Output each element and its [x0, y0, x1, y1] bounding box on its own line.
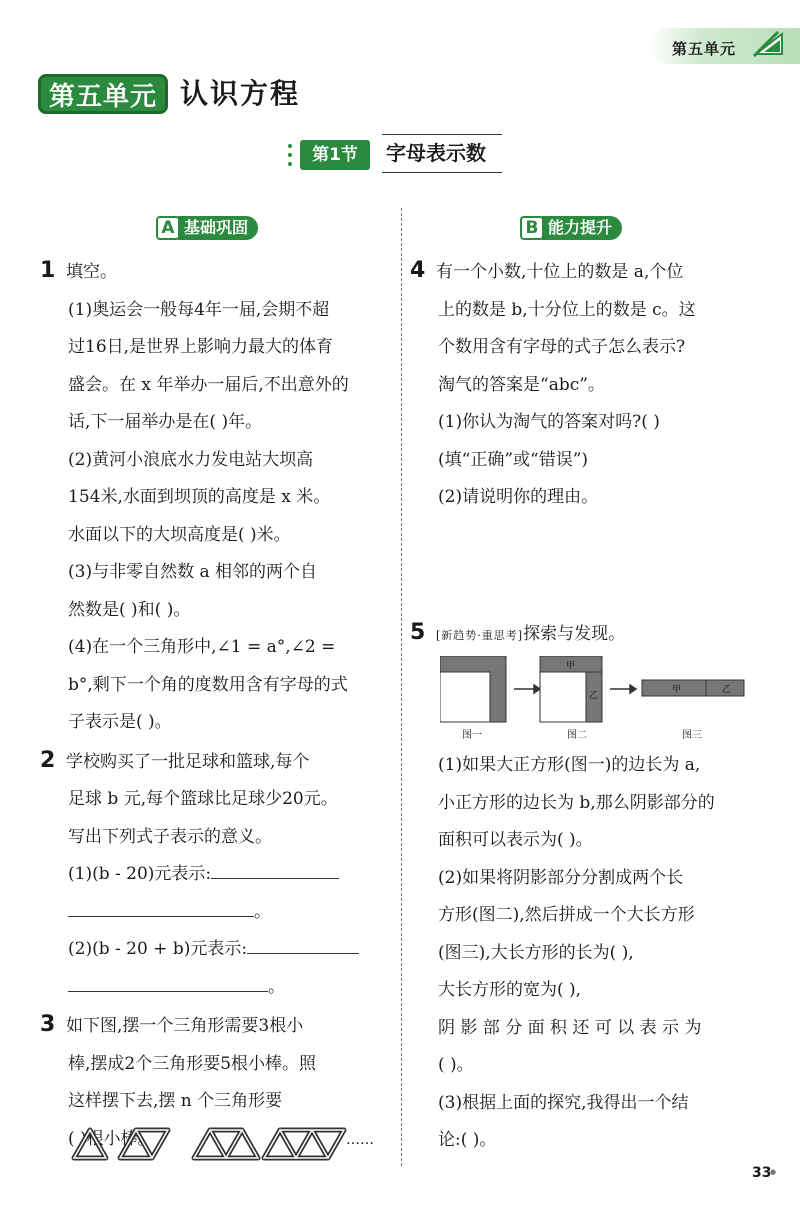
- section-rule-top: [382, 134, 502, 135]
- q5-title-line: [410, 614, 780, 655]
- q3-line: 3 如下图,摆一个三角形需要3根小: [40, 1006, 390, 1046]
- figure-1: [440, 656, 506, 722]
- q4-line: (2)请说明你的理由。: [438, 487, 599, 507]
- q2-sub1-cont: 。: [40, 894, 390, 932]
- q2-line: 足球 b 元,每个篮球比足球少20元。: [68, 789, 338, 809]
- q1-number: 1: [40, 258, 56, 283]
- left-column: [40, 252, 390, 1158]
- heading-basic: [156, 216, 258, 244]
- q5-line: 方形(图二),然后拼成一个大长方形: [438, 905, 695, 925]
- arrow-right-icon-2: [610, 685, 636, 693]
- q1-line: (2)黄河小浪底水力发电站大坝高: [68, 449, 314, 470]
- q5-line: (2)如果将阴影部分分割成两个长: [438, 867, 684, 888]
- answer-blank[interactable]: [247, 934, 359, 954]
- q1-line: 话,下一届举办是在( )年。: [68, 412, 263, 432]
- q5-tag: [新趋势·重思考]: [436, 629, 524, 642]
- q2-sub2-cont: 。: [40, 969, 390, 1007]
- right-column-q4: [410, 252, 780, 517]
- triangles-ellipsis: ……: [346, 1132, 374, 1148]
- arrow-right-icon-1: [514, 685, 540, 693]
- triangle-1: [74, 1130, 106, 1158]
- fig3-mark-yi: 乙: [722, 685, 732, 695]
- heading-letter-b: B: [520, 216, 544, 240]
- answer-blank[interactable]: [211, 859, 339, 879]
- column-divider: [401, 208, 402, 1166]
- heading-label-basic: 基础巩固: [178, 216, 258, 240]
- q4-number: 4: [410, 258, 426, 283]
- q3-line: ( )根小棒。: [68, 1128, 155, 1149]
- q4-line: 上的数是 b,十分位上的数是 c。这: [438, 299, 696, 320]
- fig2-caption: 图二: [567, 730, 587, 741]
- q5-line: 小正方形的边长为 b,那么阴影部分的: [438, 792, 715, 813]
- heading-advanced: [520, 216, 622, 244]
- ruler-triangle-icon: [752, 30, 786, 58]
- q2-line: 写出下列式子表示的意义。: [68, 826, 272, 847]
- fig2-mark-jia: 甲: [566, 661, 576, 671]
- fig1-caption: 图一: [462, 730, 482, 741]
- q4-line: 个数用含有字母的式子怎么表示?: [438, 337, 686, 357]
- section-dots: [288, 144, 298, 166]
- section-badge: 第1节: [300, 140, 370, 170]
- q2-line: 2 学校购买了一批足球和篮球,每个: [40, 742, 390, 782]
- heading-letter-a: A: [156, 216, 180, 240]
- q1-line: (4)在一个三角形中,∠1 = a°,∠2 =: [68, 637, 336, 657]
- q4-line: (1)你认为淘气的答案对吗?( ): [438, 412, 660, 432]
- page-number: 33: [752, 1165, 772, 1181]
- q3-line: 棒,摆成2个三角形要5根小棒。照: [68, 1053, 317, 1074]
- q3-number: 3: [40, 1012, 56, 1037]
- q5-line: (3)根据上面的探究,我得出一个结: [438, 1092, 689, 1113]
- q3-line: 这样摆下去,摆 n 个三角形要: [68, 1091, 283, 1111]
- answer-blank[interactable]: [68, 972, 268, 992]
- right-column-q5: [410, 747, 780, 1160]
- q1-line: 过16日,是世界上影响力最大的体育: [68, 337, 334, 357]
- q1-line: (1)奥运会一般每4年一届,会期不超: [68, 299, 330, 320]
- q4-line: (填“正确”或“错误”): [438, 449, 589, 470]
- fig2-mark-yi: 乙: [589, 691, 599, 701]
- q5-title: 探索与发现。: [523, 624, 626, 644]
- unit-title: 认识方程: [180, 77, 301, 110]
- triangle-2a: [120, 1130, 152, 1158]
- area-figures: [440, 656, 760, 736]
- unit-tab-label: 第五单元: [672, 40, 737, 58]
- heading-label-advanced: 能力提升: [542, 216, 622, 240]
- q2-sub2: (2)(b - 20 + b)元表示:: [40, 931, 390, 969]
- fig3-caption: 图三: [682, 730, 702, 741]
- q2-sub1: (1)(b - 20)元表示:: [40, 856, 390, 894]
- q4-line: 4 有一个小数,十位上的数是 a,个位: [410, 252, 780, 292]
- q5-line: 大长方形的宽为( ),: [438, 980, 582, 1000]
- answer-blank[interactable]: [68, 897, 254, 917]
- q5-line: (图三),大长方形的长为( ),: [438, 942, 634, 963]
- section-title: 字母表示数: [386, 141, 486, 165]
- q5-line: 论:( )。: [438, 1130, 497, 1150]
- stick-triangles-figure: [70, 1124, 350, 1164]
- q5-line: ( )。: [438, 1055, 474, 1075]
- q1-line: 水面以下的大坝高度是( )米。: [68, 524, 291, 545]
- q1-line: b°,剩下一个角的度数用含有字母的式: [68, 674, 348, 695]
- q2-number: 2: [40, 747, 56, 773]
- q1-line: 然数是( )和( )。: [68, 599, 191, 620]
- q5-number: 5: [410, 620, 426, 645]
- q1-line: (3)与非零自然数 a 相邻的两个自: [68, 562, 318, 582]
- q5-line: 阴 影 部 分 面 积 还 可 以 表 示 为: [438, 1017, 702, 1038]
- q5-line: (1)如果大正方形(图一)的边长为 a,: [438, 755, 701, 775]
- q4-line: 淘气的答案是“abc”。: [438, 374, 605, 395]
- q1-line: 154米,水面到坝顶的高度是 x 米。: [68, 487, 331, 507]
- page-mark-icon: ●: [770, 1168, 777, 1176]
- q1-line: 1 填空。: [40, 252, 390, 292]
- fig3-mark-jia: 甲: [672, 685, 682, 695]
- unit-badge: 第五单元: [38, 74, 168, 114]
- q1-line: 子表示是( )。: [68, 712, 172, 732]
- triangle-4a: [264, 1130, 296, 1158]
- q5-line: 面积可以表示为( )。: [438, 830, 593, 850]
- q1-line: 盛会。在 x 年举办一届后,不出意外的: [68, 374, 349, 395]
- section-rule-bottom: [382, 172, 502, 173]
- triangle-3a: [194, 1130, 226, 1158]
